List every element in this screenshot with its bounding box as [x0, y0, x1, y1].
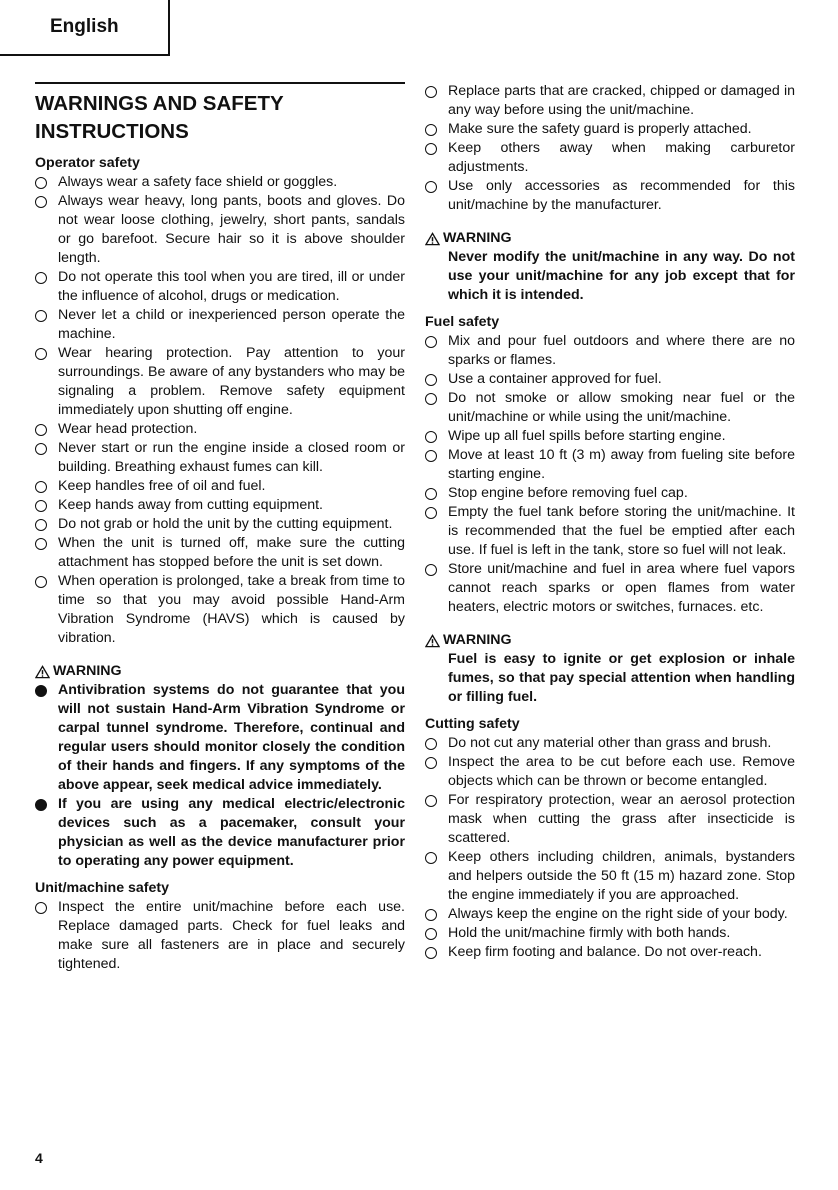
top-divider [35, 82, 405, 84]
list-item: Inspect the area to be cut before each use. Remove objects which can be thrown or become entangled. [425, 753, 795, 791]
list-item: Make sure the safety guard is properly attached. [425, 120, 795, 139]
circle-bullet-icon [425, 852, 437, 864]
unit-safety-list [35, 898, 405, 974]
list-item: Keep firm footing and balance. Do not over-reach. [425, 943, 795, 962]
list-item: Mix and pour fuel outdoors and where there are no sparks or flames. [425, 332, 795, 370]
circle-bullet-icon [35, 196, 47, 208]
circle-bullet-icon [425, 124, 437, 136]
list-item: Inspect the entire unit/machine before each use. Replace damaged parts. Check for fuel leaks and make sure all fasteners are in place and securely tightened. [35, 898, 405, 974]
fuel-safety-list [425, 332, 795, 617]
modify-warning-text: Never modify the unit/machine in any way. Do not use your unit/machine for any job except that for which it is intended. [448, 249, 795, 303]
filled-bullet-icon [35, 799, 47, 811]
list-item: When operation is prolonged, take a break from time to time so that you may avoid possible Hand-Arm Vibration Syndrome (HAVS) which is caused by vibration. [35, 572, 405, 648]
warning-triangle-icon [425, 634, 440, 648]
circle-bullet-icon [425, 507, 437, 519]
circle-bullet-icon [35, 519, 47, 531]
page-title: WARNINGS AND SAFETY INSTRUCTIONS [35, 92, 284, 143]
circle-bullet-icon [425, 738, 437, 750]
circle-bullet-icon [35, 310, 47, 322]
filled-bullet-icon [35, 685, 47, 697]
unit-safety-heading: Unit/machine safety [35, 880, 170, 896]
circle-bullet-icon [425, 336, 437, 348]
list-item: Never let a child or inexperienced person operate the machine. [35, 306, 405, 344]
page-number: 4 [35, 1150, 43, 1166]
vibration-warning-list [35, 681, 405, 871]
circle-bullet-icon [425, 450, 437, 462]
list-item: Do not operate this tool when you are tired, ill or under the influence of alcohol, drugs or medication. [35, 268, 405, 306]
circle-bullet-icon [425, 431, 437, 443]
circle-bullet-icon [425, 143, 437, 155]
circle-bullet-icon [35, 272, 47, 284]
fuel-safety-heading: Fuel safety [425, 314, 500, 330]
list-item: Do not smoke or allow smoking near fuel or the unit/machine or while using the unit/machine. [425, 389, 795, 427]
circle-bullet-icon [35, 348, 47, 360]
list-item: Wipe up all fuel spills before starting engine. [425, 427, 795, 446]
circle-bullet-icon [35, 538, 47, 550]
circle-bullet-icon [425, 393, 437, 405]
circle-bullet-icon [425, 795, 437, 807]
list-item: Keep handles free of oil and fuel. [35, 477, 405, 496]
list-item: Keep others including children, animals, bystanders and helpers outside the 50 ft (15 m) hazard zone. Stop the engine immediately if you are approached. [425, 848, 795, 905]
list-item: For respiratory protection, wear an aerosol protection mask when cutting the grass after insecticide is scattered. [425, 791, 795, 848]
list-item: Hold the unit/machine firmly with both hands. [425, 924, 795, 943]
list-item: Do not grab or hold the unit by the cutting equipment. [35, 515, 405, 534]
warning-heading: WARNING [425, 631, 795, 650]
list-item: When the unit is turned off, make sure the cutting attachment has stopped before the unit is set down. [35, 534, 405, 572]
circle-bullet-icon [35, 576, 47, 588]
right-column [425, 82, 795, 962]
circle-bullet-icon [425, 564, 437, 576]
cutting-safety-list [425, 734, 795, 962]
list-item: Use a container approved for fuel. [425, 370, 795, 389]
language-label: English [50, 16, 119, 37]
circle-bullet-icon [35, 481, 47, 493]
circle-bullet-icon [35, 443, 47, 455]
list-item: Use only accessories as recommended for this unit/machine by the manufacturer. [425, 177, 795, 215]
warning-heading: WARNING [425, 229, 795, 248]
warning-triangle-icon [425, 232, 440, 246]
fuel-warning-text: Fuel is easy to ignite or get explosion or inhale fumes, so that pay special attention when handling or filling fuel. [448, 651, 795, 705]
circle-bullet-icon [425, 947, 437, 959]
circle-bullet-icon [35, 424, 47, 436]
list-item: Store unit/machine and fuel in area where fuel vapors cannot reach sparks or open flames from water heaters, electric motors or switches, furnaces. etc. [425, 560, 795, 617]
circle-bullet-icon [425, 757, 437, 769]
cutting-safety-heading: Cutting safety [425, 716, 520, 732]
list-item: Move at least 10 ft (3 m) away from fueling site before starting engine. [425, 446, 795, 484]
circle-bullet-icon [425, 181, 437, 193]
left-column [35, 82, 405, 974]
circle-bullet-icon [35, 902, 47, 914]
list-item: Do not cut any material other than grass and brush. [425, 734, 795, 753]
list-item: Stop engine before removing fuel cap. [425, 484, 795, 503]
unit-safety-continued-list [425, 82, 795, 215]
list-item: Wear hearing protection. Pay attention to your surroundings. Be aware of any bystanders who may be signaling a problem. Remove safety equipment immediately upon shutting off engine. [35, 344, 405, 420]
list-item: Wear head protection. [35, 420, 405, 439]
list-item: Always keep the engine on the right side of your body. [425, 905, 795, 924]
language-tab [0, 0, 170, 56]
circle-bullet-icon [35, 177, 47, 189]
list-item: Always wear heavy, long pants, boots and gloves. Do not wear loose clothing, jewelry, short pants, sandals or go barefoot. Secure hair so it is above shoulder length. [35, 192, 405, 268]
list-item: Antivibration systems do not guarantee that you will not sustain Hand-Arm Vibration Syndrome or carpal tunnel syndrome. Therefore, continual and regular users should monitor closely the condition of their hands and fingers. If any symptoms of the above appear, seek medical advice immediately. [35, 681, 405, 795]
circle-bullet-icon [425, 928, 437, 940]
list-item: Keep others away when making carburetor adjustments. [425, 139, 795, 177]
circle-bullet-icon [35, 500, 47, 512]
warning-heading: WARNING [35, 662, 405, 681]
circle-bullet-icon [425, 488, 437, 500]
list-item: Replace parts that are cracked, chipped or damaged in any way before using the unit/machine. [425, 82, 795, 120]
list-item: If you are using any medical electric/electronic devices such as a pacemaker, consult your physician as well as the device manufacturer prior to operating any power equipment. [35, 795, 405, 871]
circle-bullet-icon [425, 374, 437, 386]
list-item: Empty the fuel tank before storing the unit/machine. It is recommended that the fuel be emptied after each use. If fuel is left in the tank, store so fuel will not leak. [425, 503, 795, 560]
operator-safety-list [35, 173, 405, 648]
list-item: Never start or run the engine inside a closed room or building. Breathing exhaust fumes can kill. [35, 439, 405, 477]
circle-bullet-icon [425, 86, 437, 98]
operator-safety-heading: Operator safety [35, 155, 140, 171]
warning-triangle-icon [35, 665, 50, 679]
list-item: Always wear a safety face shield or goggles. [35, 173, 405, 192]
list-item: Keep hands away from cutting equipment. [35, 496, 405, 515]
circle-bullet-icon [425, 909, 437, 921]
